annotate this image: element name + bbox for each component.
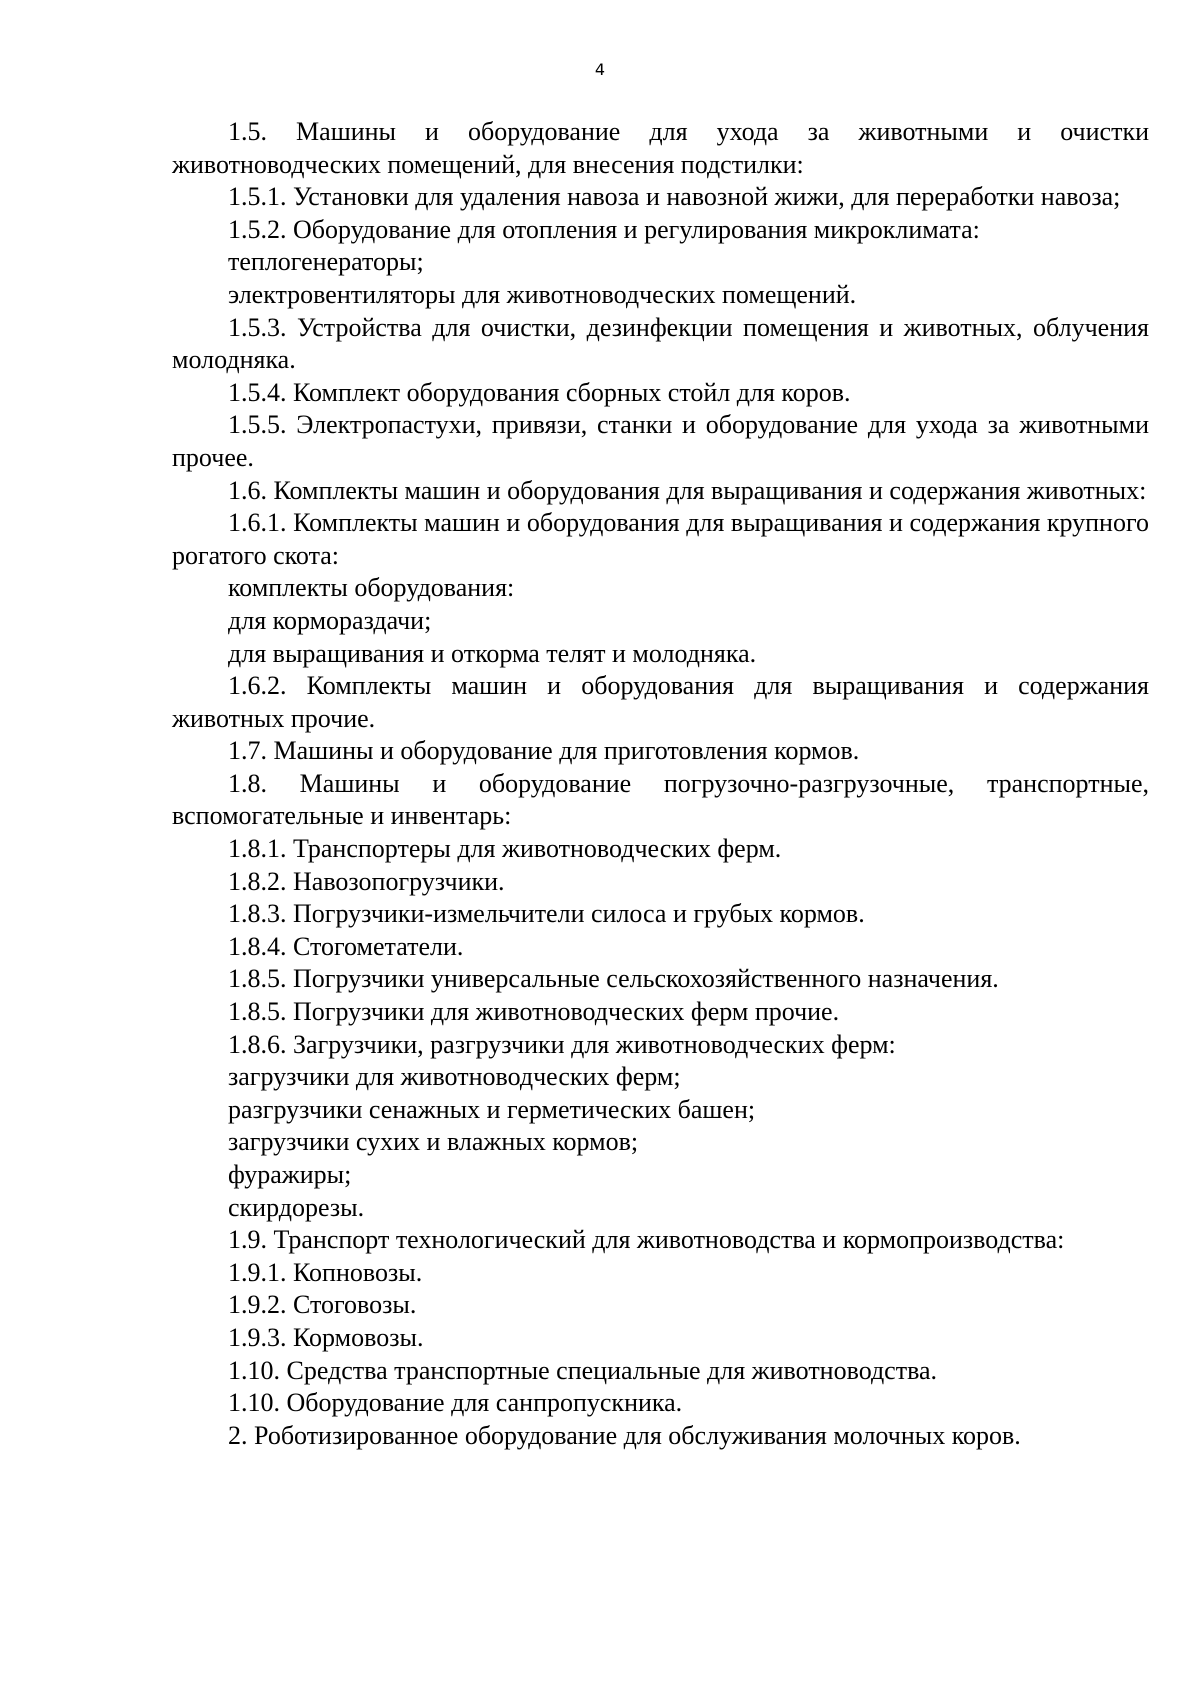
list-item: для выращивания и откорма телят и молодняка. <box>228 638 757 668</box>
list-item: скирдорезы. <box>228 1192 365 1222</box>
clause-paragraph: 1.5.5. Электропастухи, привязи, станки и оборудование для ухода за животными прочее. <box>172 410 1149 472</box>
list-item: теплогенераторы; <box>228 247 424 277</box>
clause-paragraph: 1.6. Комплекты машин и оборудования для выращивания и содержания животных: <box>228 475 1147 505</box>
clause-paragraph: 1.5.3. Устройства для очистки, дезинфекции помещения и животных, облучения молодняка. <box>172 312 1149 375</box>
list-item: разгрузчики сенажных и герметических башен; <box>228 1094 756 1124</box>
clause-paragraph: 1.8.5. Погрузчики универсальные сельскохозяйственного назначения. <box>228 964 999 994</box>
clause-paragraph: 1.5. Машины и оборудование для ухода за животными и очистки животноводческих помещений, для внесения подстилки: <box>172 117 1149 179</box>
list-item: для кормораздачи; <box>228 605 432 635</box>
clause-paragraph: 1.7. Машины и оборудование для приготовления кормов. <box>228 736 860 766</box>
list-item: загрузчики сухих и влажных кормов; <box>228 1127 639 1157</box>
clause-paragraph: 1.9.2. Стоговозы. <box>228 1290 417 1320</box>
list-item: электровентиляторы для животноводческих помещений. <box>228 279 857 309</box>
clause-paragraph: 1.8.1. Транспортеры для животноводческих ферм. <box>228 834 782 864</box>
body-text <box>172 116 1149 1452</box>
clause-paragraph: 1.5.1. Установки для удаления навоза и навозной жижи, для переработки навоза; <box>228 182 1121 212</box>
clause-paragraph: 1.8.3. Погрузчики-измельчители силоса и грубых кормов. <box>228 899 865 929</box>
clause-paragraph: 1.9. Транспорт технологический для животноводства и кормопроизводства: <box>228 1225 1065 1255</box>
clause-paragraph: 1.5.4. Комплект оборудования сборных стойл для коров. <box>228 377 851 407</box>
clause-paragraph: 1.6.1. Комплекты машин и оборудования для выращивания и содержания крупного рогатого скота: <box>172 508 1149 570</box>
clause-paragraph: 1.9.3. Кормовозы. <box>228 1322 424 1352</box>
clause-paragraph: 2. Роботизированное оборудование для обслуживания молочных коров. <box>228 1420 1021 1450</box>
page-number: 4 <box>594 60 606 79</box>
clause-paragraph: 1.8. Машины и оборудование погрузочно-разгрузочные, транспортные, вспомогательные и инвентарь: <box>172 768 1149 831</box>
list-item: загрузчики для животноводческих ферм; <box>228 1062 681 1092</box>
clause-paragraph: 1.8.5. Погрузчики для животноводческих ферм прочие. <box>228 997 840 1027</box>
clause-paragraph: 1.6.2. Комплекты машин и оборудования для выращивания и содержания животных прочие. <box>172 671 1149 733</box>
clause-paragraph: 1.8.6. Загрузчики, разгрузчики для животноводческих ферм: <box>228 1029 896 1059</box>
clause-paragraph: 1.8.2. Навозопогрузчики. <box>228 866 505 896</box>
clause-paragraph: 1.9.1. Копновозы. <box>228 1257 423 1287</box>
list-item: комплекты оборудования: <box>228 573 515 603</box>
clause-paragraph: 1.5.2. Оборудование для отопления и регулирования микроклимата: <box>228 214 980 244</box>
clause-paragraph: 1.10. Оборудование для санпропускника. <box>228 1388 683 1418</box>
clause-paragraph: 1.10. Средства транспортные специальные для животноводства. <box>228 1355 938 1385</box>
list-item: фуражиры; <box>228 1160 352 1189</box>
clause-paragraph: 1.8.4. Стогометатели. <box>228 931 464 961</box>
